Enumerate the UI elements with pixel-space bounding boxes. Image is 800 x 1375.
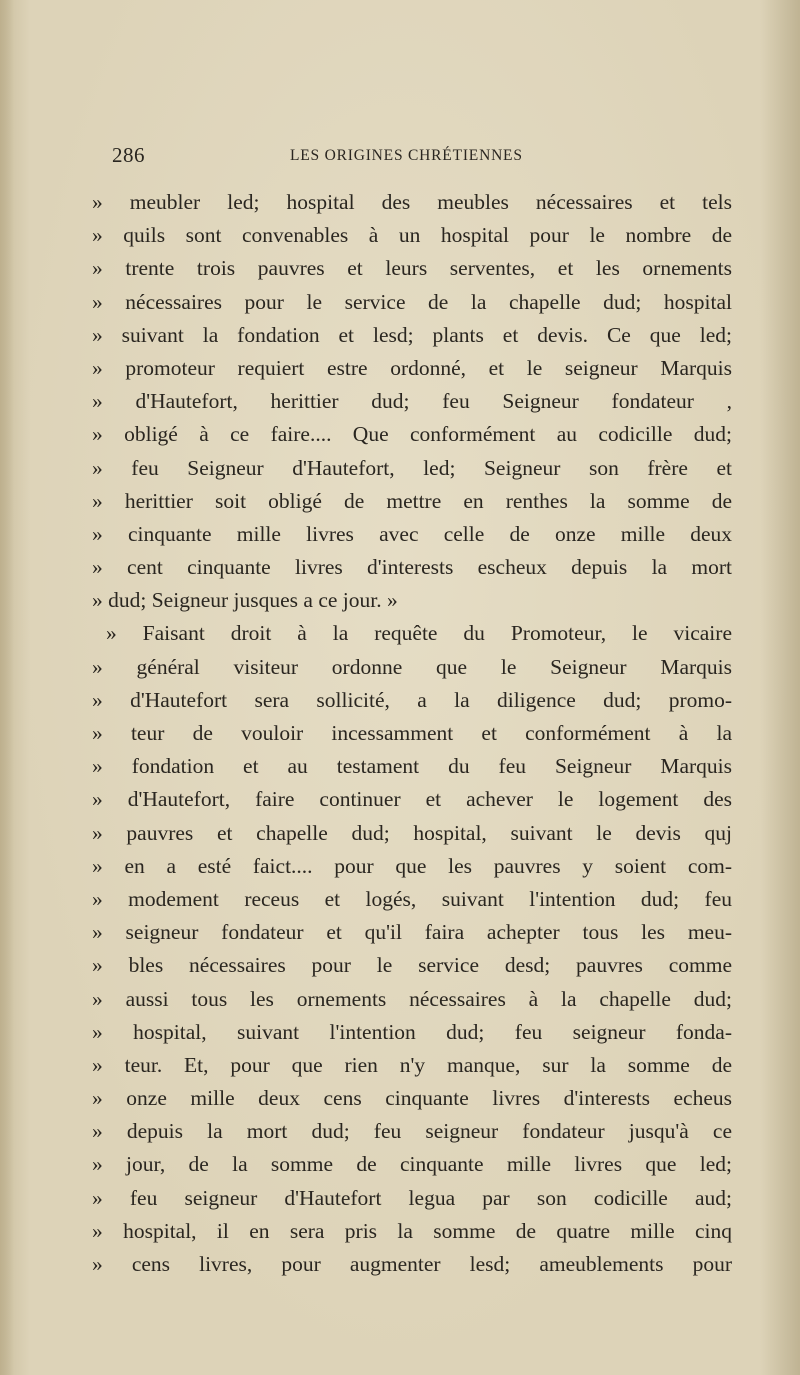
text-line: » bles nécessaires pour le service desd; pauvres comme bbox=[92, 953, 732, 978]
text-line: » onze mille deux cens cinquante livres d'interests echeus bbox=[92, 1086, 732, 1111]
running-head bbox=[112, 143, 732, 173]
text-line: » feu seigneur d'Hautefort legua par son codicille aud; bbox=[92, 1185, 732, 1210]
text-line: » depuis la mort dud; feu seigneur fondateur jusqu'à ce bbox=[92, 1119, 732, 1144]
text-line: » fondation et au testament du feu Seigneur Marquis bbox=[92, 754, 732, 779]
page-gutter-shadow bbox=[0, 0, 14, 1375]
text-line: » cinquante mille livres avec celle de onze mille deux bbox=[92, 521, 732, 546]
text-line: » pauvres et chapelle dud; hospital, suivant le devis quj bbox=[92, 820, 732, 845]
page-number: 286 bbox=[112, 143, 145, 167]
text-line: » dud; Seigneur jusques a ce jour. » bbox=[92, 588, 398, 613]
text-line: » hospital, suivant l'intention dud; feu seigneur fonda- bbox=[92, 1019, 732, 1044]
text-line: » promoteur requiert estre ordonné, et le seigneur Marquis bbox=[92, 355, 732, 380]
text-line: » nécessaires pour le service de la chapelle dud; hospital bbox=[92, 289, 732, 314]
text-line: » teur de vouloir incessamment et conformément à la bbox=[92, 721, 732, 745]
text-line: » seigneur fondateur et qu'il faira achepter tous les meu- bbox=[92, 920, 732, 945]
text-line: » herittier soit obligé de mettre en renthes la somme de bbox=[92, 488, 732, 513]
text-line: » général visiteur ordonne que le Seigneur Marquis bbox=[92, 654, 732, 679]
text-line: » quils sont convenables à un hospital pour le nombre de bbox=[92, 223, 732, 248]
text-line: » meubler led; hospital des meubles nécessaires et tels bbox=[92, 190, 732, 214]
text-line: » hospital, il en sera pris la somme de quatre mille cinq bbox=[92, 1218, 732, 1243]
text-line: » obligé à ce faire.... Que conformément au codicille dud; bbox=[92, 422, 732, 447]
body-text bbox=[92, 186, 732, 1281]
text-line: » trente trois pauvres et leurs serventes, et les ornements bbox=[92, 256, 732, 281]
text-line: » cent cinquante livres d'interests escheux depuis la mort bbox=[92, 555, 732, 580]
text-line: » modement receus et logés, suivant l'intention dud; feu bbox=[92, 886, 732, 911]
running-head-title: LES ORIGINES CHRÉTIENNES bbox=[290, 147, 523, 164]
text-line: » suivant la fondation et lesd; plants et devis. Ce que led; bbox=[92, 322, 732, 347]
text-line: » jour, de la somme de cinquante mille livres que led; bbox=[92, 1152, 732, 1177]
text-line: » cens livres, pour augmenter lesd; ameublements pour bbox=[92, 1252, 732, 1276]
text-line: » teur. Et, pour que rien n'y manque, sur la somme de bbox=[92, 1052, 732, 1077]
text-line: » d'Hautefort sera sollicité, a la diligence dud; promo- bbox=[92, 687, 732, 712]
text-line: » d'Hautefort, faire continuer et achever le logement des bbox=[92, 787, 732, 812]
text-line: » feu Seigneur d'Hautefort, led; Seigneur son frère et bbox=[92, 455, 732, 480]
text-line: » d'Hautefort, herittier dud; feu Seigneur fondateur , bbox=[92, 389, 732, 414]
paragraph-start-line: » Faisant droit à la requête du Promoteur, le vicaire bbox=[106, 621, 732, 646]
text-line: » aussi tous les ornements nécessaires à la chapelle dud; bbox=[92, 986, 732, 1011]
text-line: » en a esté faict.... pour que les pauvres y soient com- bbox=[92, 853, 732, 878]
